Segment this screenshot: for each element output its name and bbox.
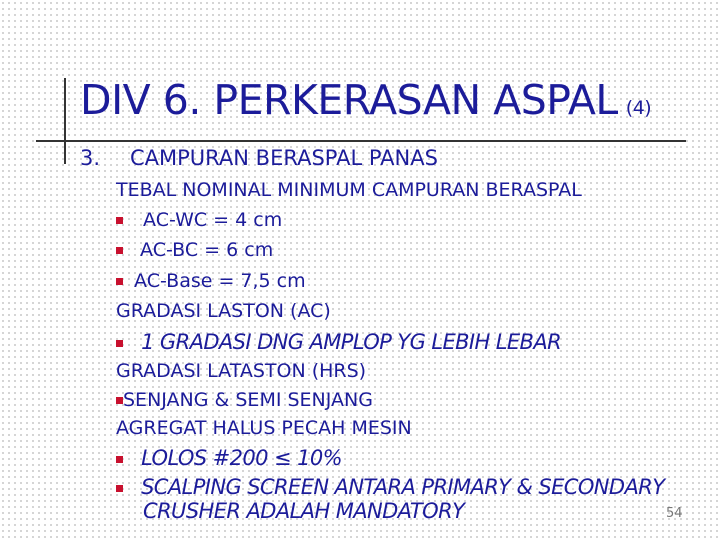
page-number: 54 [666, 506, 683, 521]
lataston-item-text: SENJANG & SEMI SENJANG [123, 389, 373, 411]
lataston-item [116, 391, 373, 410]
bullet-icon [116, 247, 123, 254]
agregat-item-text: SCALPING SCREEN ANTARA PRIMARY & SECONDARY [141, 475, 665, 499]
slide-title-sub: (4) [625, 97, 652, 119]
agregat-item-scalping [116, 477, 664, 498]
section-number: 3. [80, 146, 101, 170]
thickness-item-text: AC-Base = 7,5 cm [134, 270, 306, 292]
bullet-icon [116, 340, 123, 347]
laston-item [116, 332, 561, 353]
lataston-heading: GRADASI LATASTON (HRS) [116, 360, 367, 382]
title-horizontal-rule [36, 140, 686, 142]
bullet-icon [116, 278, 123, 285]
laston-heading: GRADASI LASTON (AC) [116, 300, 331, 322]
thickness-item-wc [116, 211, 282, 230]
slide-title [80, 76, 652, 124]
bullet-icon [116, 485, 123, 492]
bullet-icon [116, 217, 123, 224]
title-vertical-rule [64, 78, 66, 164]
thickness-heading: TEBAL NOMINAL MINIMUM CAMPURAN BERASPAL [116, 179, 582, 201]
thickness-item-text: AC-BC = 6 cm [140, 239, 274, 261]
thickness-item-base [116, 272, 306, 291]
section-heading [80, 146, 438, 170]
thickness-item-text: AC-WC = 4 cm [143, 209, 283, 231]
agregat-item-text: LOLOS #200 ≤ 10% [141, 446, 342, 470]
agregat-item-lolos [116, 448, 342, 469]
slide-title-main: DIV 6. PERKERASAN ASPAL [80, 76, 618, 124]
bullet-icon [116, 397, 123, 404]
agregat-item-scalping-continued: CRUSHER ADALAH MANDATORY [143, 499, 465, 523]
agregat-heading: AGREGAT HALUS PECAH MESIN [116, 417, 412, 439]
thickness-item-bc [116, 241, 273, 260]
laston-item-text: 1 GRADASI DNG AMPLOP YG LEBIH LEBAR [141, 330, 562, 354]
section-title: CAMPURAN BERASPAL PANAS [130, 146, 438, 170]
bullet-icon [116, 456, 123, 463]
